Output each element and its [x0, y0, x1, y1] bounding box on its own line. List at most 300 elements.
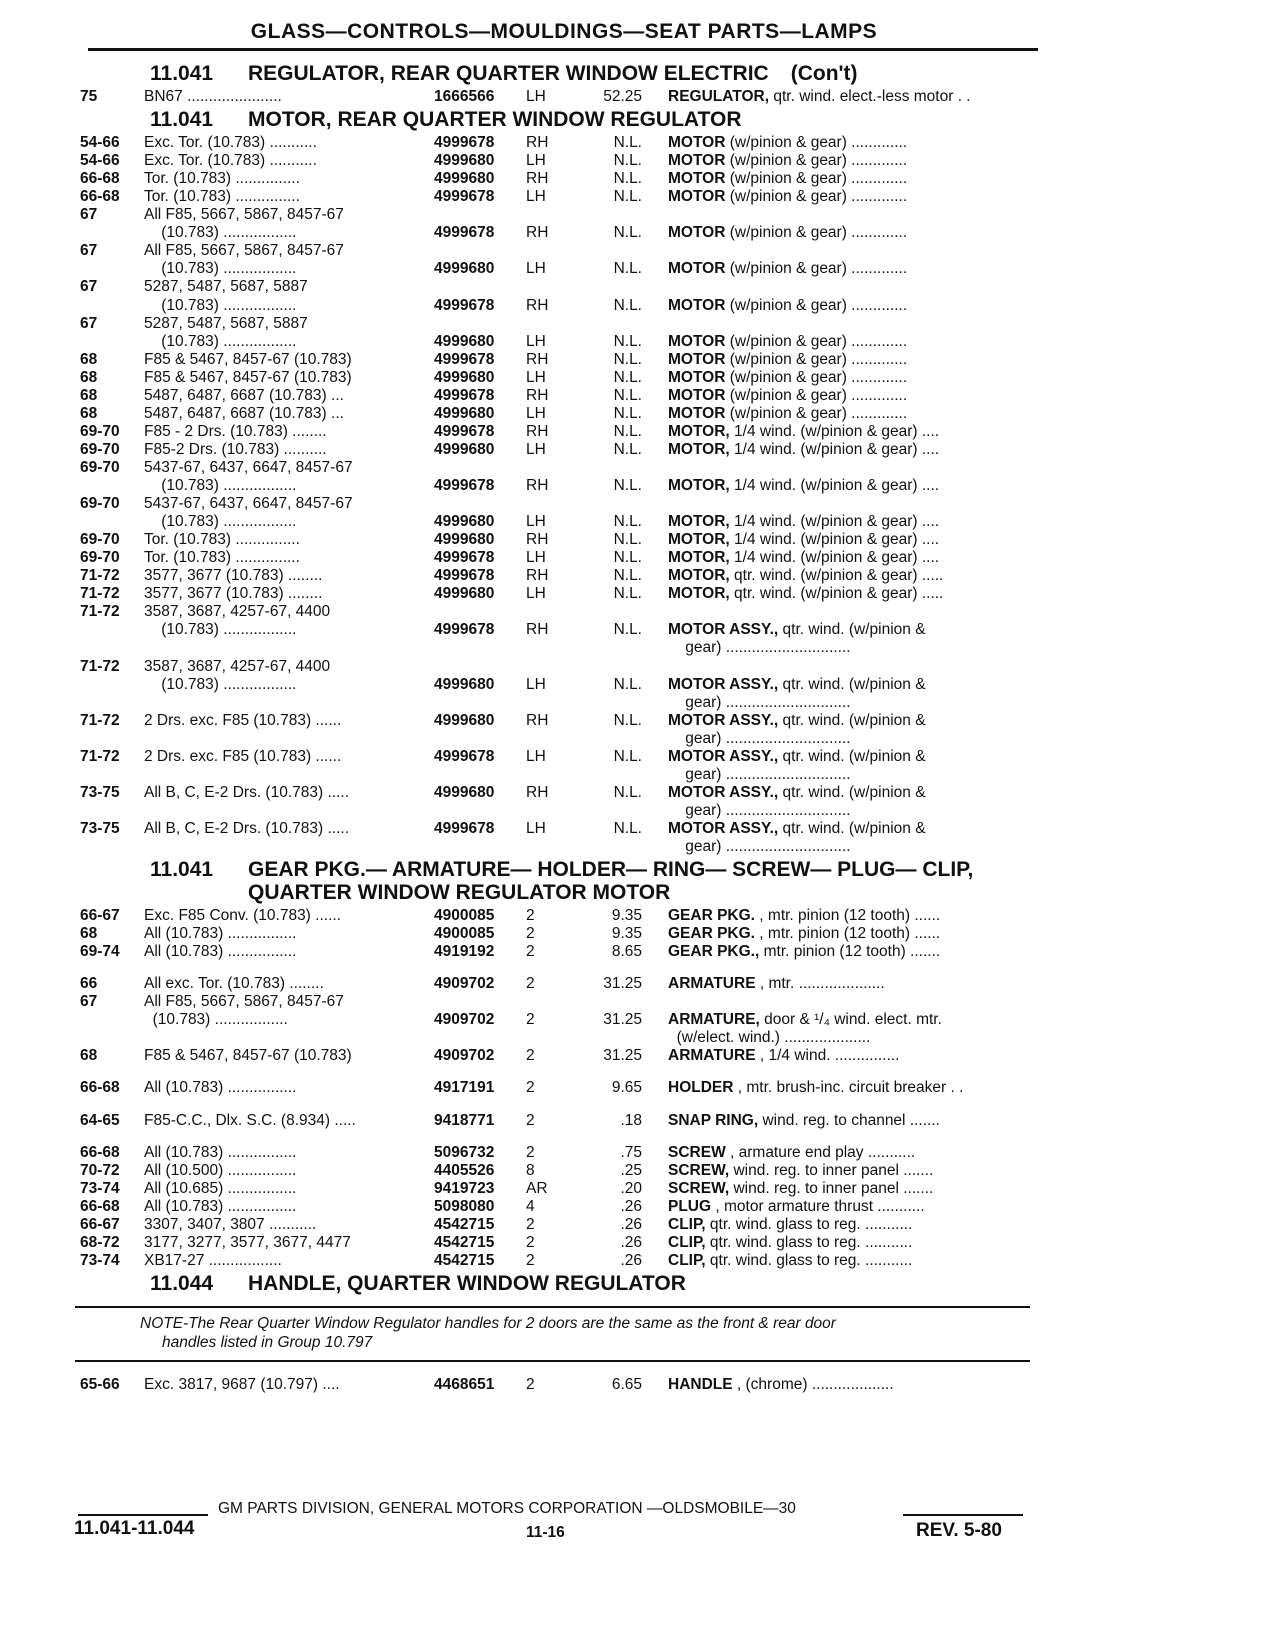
parts-row — [80, 975, 1040, 993]
application: 3577, 3677 (10.783) ........ — [144, 567, 323, 585]
application: F85 & 5467, 8457-67 (10.783) — [144, 1047, 352, 1065]
price: N.L. — [613, 404, 642, 422]
application: 5487, 6487, 6687 (10.783) ... — [144, 404, 344, 422]
application: 3307, 3407, 3807 ........... — [144, 1215, 317, 1233]
description — [668, 441, 1118, 460]
price: 9.35 — [611, 925, 642, 943]
price: .26 — [620, 1251, 642, 1269]
price: N.L. — [613, 440, 642, 458]
parts-row — [80, 315, 1040, 333]
description-text: (w/pinion & gear) ............. — [725, 134, 908, 152]
description-name: CLIP, — [668, 1215, 706, 1233]
description-name: MOTOR — [668, 152, 726, 170]
part-number: 4468651 — [434, 1375, 495, 1393]
description-name: MOTOR — [668, 386, 726, 404]
description — [668, 730, 1118, 749]
parts-row — [80, 1234, 1040, 1252]
section-title-line2: QUARTER WINDOW REGULATOR MOTOR — [248, 881, 671, 905]
application: All (10.500) ................ — [144, 1161, 297, 1179]
section-number: 11.041 — [150, 858, 214, 882]
description-name: GEAR PKG. — [668, 907, 755, 925]
description-name: MOTOR, — [668, 477, 730, 494]
quantity: 2 — [526, 1143, 535, 1161]
application: 3587, 3687, 4257-67, 4400 — [144, 657, 331, 675]
parts-row — [80, 441, 1040, 459]
parts-row — [80, 134, 1040, 152]
description-name: MOTOR — [668, 332, 726, 350]
application: 5437-67, 6437, 6647, 8457-67 — [144, 458, 353, 476]
quantity: RH — [526, 170, 549, 188]
section-number: 11.041 — [150, 62, 214, 85]
quantity: LH — [526, 675, 546, 693]
parts-row — [80, 260, 1040, 278]
description-name: MOTOR ASSY., — [668, 819, 779, 837]
application: All (10.783) ................ — [144, 1197, 297, 1215]
parts-row — [80, 676, 1040, 694]
parts-row — [80, 351, 1040, 369]
quantity: RH — [526, 711, 549, 729]
parts-row — [80, 925, 1040, 943]
description — [668, 1047, 1118, 1066]
description — [668, 585, 1118, 604]
part-number: 4999680 — [434, 783, 495, 801]
parts-row — [80, 1376, 1040, 1394]
price: N.L. — [613, 513, 642, 531]
description-text: 1/4 wind. (w/pinion & gear) .... — [729, 477, 940, 494]
price: .25 — [620, 1161, 642, 1179]
application: All (10.783) ................ — [144, 1143, 297, 1161]
part-number: 4999680 — [434, 152, 495, 170]
quantity: 2 — [526, 943, 535, 961]
parts-row — [80, 224, 1040, 242]
part-number: 4900085 — [434, 907, 495, 925]
parts-row — [80, 387, 1040, 405]
model-years: 66-68 — [80, 1079, 120, 1097]
footer-publisher: GM PARTS DIVISION, GENERAL MOTORS CORPORATION —OLDSMOBILE—30 — [218, 1500, 796, 1517]
parts-row — [80, 730, 1040, 748]
description — [668, 907, 1118, 926]
description — [668, 88, 1118, 107]
parts-row — [80, 1216, 1040, 1234]
price: N.L. — [613, 747, 642, 765]
description-text: , 1/4 wind. ............... — [755, 1047, 900, 1065]
parts-row — [80, 369, 1040, 387]
application: All (10.783) ................ — [144, 943, 297, 961]
description-text: , mtr. .................... — [755, 975, 885, 993]
part-number: 4909702 — [434, 1011, 495, 1029]
description-name: MOTOR ASSY., — [668, 783, 779, 801]
description-name: HANDLE — [668, 1375, 733, 1393]
description-name: MOTOR — [668, 170, 726, 188]
model-years: 73-75 — [80, 819, 120, 837]
quantity: RH — [526, 567, 549, 585]
application: F85-C.C., Dlx. S.C. (8.934) ..... — [144, 1111, 356, 1129]
description-text: (w/pinion & gear) ............. — [725, 224, 908, 242]
description-name: PLUG — [668, 1197, 712, 1215]
section-heading — [150, 858, 973, 904]
parts-row — [80, 1198, 1040, 1216]
model-years: 69-70 — [80, 422, 120, 440]
parts-row — [80, 278, 1040, 296]
description-text: qtr. wind. glass to reg. ........... — [705, 1251, 913, 1269]
description-text: gear) ............................. — [668, 838, 851, 855]
description — [668, 1162, 1118, 1181]
section-title-text: MOTOR, REAR QUARTER WINDOW REGULATOR — [248, 108, 742, 132]
description-name: MOTOR, — [668, 513, 730, 531]
quantity: 2 — [526, 1375, 535, 1393]
parts-row — [80, 1047, 1040, 1065]
price: 31.25 — [603, 1047, 642, 1065]
parts-row — [80, 993, 1040, 1011]
model-years: 68 — [80, 925, 98, 943]
part-number: 4999680 — [434, 513, 495, 531]
description — [668, 748, 1118, 767]
parts-row — [80, 567, 1040, 585]
parts-row — [80, 658, 1040, 676]
description-text: qtr. wind. (w/pinion & — [778, 783, 926, 801]
parts-row — [80, 531, 1040, 549]
part-number: 4999680 — [434, 711, 495, 729]
description — [668, 802, 1118, 821]
part-number: 4999680 — [434, 260, 495, 278]
part-number: 4999680 — [434, 332, 495, 350]
part-number: 4999678 — [434, 549, 495, 567]
quantity: RH — [526, 621, 549, 639]
application: 2 Drs. exc. F85 (10.783) ...... — [144, 747, 342, 765]
description-name: MOTOR, — [668, 549, 730, 567]
page-header: GLASS—CONTROLS—MOULDINGS—SEAT PARTS—LAMPS — [250, 20, 878, 43]
description — [668, 387, 1118, 406]
price: .26 — [620, 1233, 642, 1251]
model-years: 69-70 — [80, 531, 120, 549]
model-years: 70-72 — [80, 1161, 120, 1179]
description-text: wind. reg. to channel ....... — [758, 1111, 940, 1129]
description — [668, 224, 1118, 243]
part-number: 4900085 — [434, 925, 495, 943]
description-text: qtr. wind. (w/pinion & — [778, 711, 926, 729]
quantity: LH — [526, 549, 546, 567]
section-number: 11.041 — [150, 108, 214, 132]
model-years: 64-65 — [80, 1111, 120, 1129]
parts-row — [80, 206, 1040, 224]
parts-row — [80, 1029, 1040, 1047]
model-years: 73-74 — [80, 1251, 120, 1269]
parts-row — [80, 495, 1040, 513]
part-number: 4999678 — [434, 188, 495, 206]
part-number: 9419723 — [434, 1179, 495, 1197]
application: (10.783) ................. — [144, 621, 297, 639]
quantity: LH — [526, 88, 546, 105]
part-number: 1666566 — [434, 88, 495, 105]
description — [668, 1180, 1118, 1199]
description-text: , motor armature thrust ........... — [711, 1197, 925, 1215]
price: N.L. — [613, 188, 642, 206]
note-bottom-rule — [75, 1360, 1030, 1362]
quantity: 2 — [526, 925, 535, 943]
model-years: 68 — [80, 368, 98, 386]
section-title-text: GEAR PKG.— ARMATURE— HOLDER— RING— SCREW— PLUG— CLIP, — [248, 858, 974, 882]
part-number: 4999680 — [434, 368, 495, 386]
price: N.L. — [613, 386, 642, 404]
application: Tor. (10.783) ............... — [144, 549, 300, 567]
part-number: 4999678 — [434, 567, 495, 585]
part-number: 9418771 — [434, 1111, 495, 1129]
model-years: 73-74 — [80, 1179, 120, 1197]
description-name: ARMATURE, — [668, 1011, 760, 1029]
quantity: 2 — [526, 1233, 535, 1251]
description-name: MOTOR ASSY., — [668, 711, 779, 729]
description — [668, 531, 1118, 550]
price: N.L. — [613, 224, 642, 242]
price: 31.25 — [603, 1011, 642, 1029]
description-text: , mtr. pinion (12 tooth) ...... — [754, 907, 941, 925]
section-title-text: HANDLE, QUARTER WINDOW REGULATOR — [248, 1271, 686, 1295]
quantity: RH — [526, 386, 549, 404]
model-years: 71-72 — [80, 657, 120, 675]
description-text: qtr. wind. (w/pinion & gear) ..... — [729, 567, 944, 585]
quantity: 2 — [526, 907, 535, 925]
part-number: 4909702 — [434, 1047, 495, 1065]
quantity: RH — [526, 477, 549, 494]
application: 3177, 3277, 3577, 3677, 4477 — [144, 1233, 351, 1251]
model-years: 66-67 — [80, 1215, 120, 1233]
part-number: 4917191 — [434, 1079, 495, 1097]
price: N.L. — [613, 675, 642, 693]
description — [668, 676, 1118, 695]
part-number: 4999680 — [434, 675, 495, 693]
model-years: 68 — [80, 1047, 98, 1065]
part-number: 4999678 — [434, 296, 495, 314]
model-years: 75 — [80, 88, 98, 105]
part-number: 4999678 — [434, 819, 495, 837]
part-number: 4999678 — [434, 224, 495, 242]
description — [668, 694, 1118, 713]
price: N.L. — [613, 585, 642, 603]
description-name: MOTOR, — [668, 440, 730, 458]
model-years: 66-68 — [80, 1197, 120, 1215]
parts-row — [80, 748, 1040, 766]
description-name: MOTOR — [668, 350, 726, 368]
price: N.L. — [613, 332, 642, 350]
model-years: 67 — [80, 993, 98, 1011]
parts-row — [80, 242, 1040, 260]
model-years: 71-72 — [80, 585, 120, 603]
model-years: 69-70 — [80, 495, 120, 513]
quantity: LH — [526, 152, 546, 170]
parts-row — [80, 188, 1040, 206]
model-years: 67 — [80, 242, 98, 260]
description — [668, 152, 1118, 171]
price: .75 — [620, 1143, 642, 1161]
description-text: 1/4 wind. (w/pinion & gear) .... — [729, 549, 940, 567]
application: All F85, 5667, 5867, 8457-67 — [144, 206, 344, 224]
description-text: 1/4 wind. (w/pinion & gear) .... — [729, 513, 940, 531]
part-number: 4999680 — [434, 585, 495, 603]
model-years: 73-75 — [80, 783, 120, 801]
parts-row — [80, 170, 1040, 188]
model-years: 71-72 — [80, 603, 120, 621]
model-years: 71-72 — [80, 711, 120, 729]
model-years: 67 — [80, 314, 98, 332]
model-years: 68 — [80, 350, 98, 368]
description — [668, 1079, 1118, 1098]
part-number: 4999680 — [434, 440, 495, 458]
description-text: (w/pinion & gear) ............. — [725, 296, 908, 314]
application: Tor. (10.783) ............... — [144, 188, 300, 206]
description — [668, 477, 1118, 496]
part-number: 4909702 — [434, 975, 495, 993]
quantity: LH — [526, 513, 546, 531]
price: .26 — [620, 1215, 642, 1233]
quantity: AR — [526, 1179, 548, 1197]
description-name: CLIP, — [668, 1251, 706, 1269]
price: N.L. — [613, 567, 642, 585]
parts-row — [80, 694, 1040, 712]
application: 2 Drs. exc. F85 (10.783) ...... — [144, 711, 342, 729]
description-text: qtr. wind. glass to reg. ........... — [705, 1215, 913, 1233]
description-name: MOTOR — [668, 260, 726, 278]
description-text: (w/pinion & gear) ............. — [725, 386, 908, 404]
quantity: 2 — [526, 975, 535, 993]
parts-row — [80, 585, 1040, 603]
parts-row — [80, 477, 1040, 495]
part-number: 4405526 — [434, 1161, 495, 1179]
description — [668, 1112, 1118, 1131]
price: 6.65 — [611, 1375, 642, 1393]
application: (10.783) ................. — [144, 675, 297, 693]
application: F85 - 2 Drs. (10.783) ........ — [144, 422, 327, 440]
section-heading — [150, 108, 741, 131]
parts-row — [80, 820, 1040, 838]
application: All F85, 5667, 5867, 8457-67 — [144, 242, 344, 260]
application: 3577, 3677 (10.783) ........ — [144, 585, 323, 603]
description-text: gear) ............................. — [668, 693, 851, 711]
description — [668, 369, 1118, 388]
description — [668, 925, 1118, 944]
model-years: 68 — [80, 386, 98, 404]
application: 5287, 5487, 5687, 5887 — [144, 278, 308, 296]
price: 31.25 — [603, 975, 642, 993]
application: (10.783) ................. — [144, 1011, 288, 1029]
description — [668, 260, 1118, 279]
description-text: , mtr. pinion (12 tooth) ...... — [754, 925, 941, 943]
price: 9.35 — [611, 907, 642, 925]
description-text: qtr. wind. (w/pinion & gear) ..... — [729, 585, 944, 603]
price: N.L. — [613, 152, 642, 170]
description — [668, 188, 1118, 207]
description-name: MOTOR — [668, 224, 726, 242]
parts-row — [80, 333, 1040, 351]
application: All B, C, E-2 Drs. (10.783) ..... — [144, 783, 350, 801]
quantity: LH — [526, 368, 546, 386]
model-years: 67 — [80, 278, 98, 296]
quantity: LH — [526, 332, 546, 350]
quantity: 2 — [526, 1251, 535, 1269]
application: 3587, 3687, 4257-67, 4400 — [144, 603, 331, 621]
part-number: 4999678 — [434, 386, 495, 404]
description-name: SNAP RING, — [668, 1111, 759, 1129]
application: F85 & 5467, 8457-67 (10.783) — [144, 350, 352, 368]
part-number: 4999680 — [434, 404, 495, 422]
description-name: CLIP, — [668, 1233, 706, 1251]
footer-revision: REV. 5-80 — [916, 1520, 1002, 1541]
part-number: 4999678 — [434, 350, 495, 368]
description-name: ARMATURE — [668, 975, 756, 993]
description-name: HOLDER — [668, 1079, 734, 1097]
description-name: MOTOR, — [668, 531, 730, 549]
part-number: 4999678 — [434, 477, 495, 494]
description — [668, 838, 1118, 857]
description — [668, 712, 1118, 731]
price: .18 — [620, 1111, 642, 1129]
quantity: 2 — [526, 1111, 535, 1129]
parts-row — [80, 1112, 1040, 1130]
description-text: qtr. wind. elect.-less motor . . — [769, 88, 971, 105]
section-heading — [150, 1272, 686, 1295]
part-number: 4999680 — [434, 170, 495, 188]
application: Exc. F85 Conv. (10.783) ...... — [144, 907, 341, 925]
description — [668, 423, 1118, 442]
price: N.L. — [613, 170, 642, 188]
application: Exc. 3817, 9687 (10.797) .... — [144, 1375, 340, 1393]
description — [668, 333, 1118, 352]
parts-row — [80, 943, 1040, 961]
description-text: 1/4 wind. (w/pinion & gear) .... — [729, 531, 940, 549]
parts-row — [80, 405, 1040, 423]
price: N.L. — [613, 621, 642, 639]
description-text: gear) ............................. — [668, 765, 851, 783]
price: N.L. — [613, 368, 642, 386]
description — [668, 1216, 1118, 1235]
parts-row — [80, 297, 1040, 315]
description — [668, 1252, 1118, 1271]
quantity: LH — [526, 260, 546, 278]
description-text: gear) ............................. — [668, 639, 851, 657]
quantity: 2 — [526, 1047, 535, 1065]
application: All F85, 5667, 5867, 8457-67 — [144, 993, 344, 1011]
application: BN67 ...................... — [144, 88, 282, 105]
description — [668, 1029, 1118, 1048]
application: 5437-67, 6437, 6647, 8457-67 — [144, 495, 353, 513]
footer-page-number: 11-16 — [526, 1524, 565, 1541]
parts-row — [80, 1162, 1040, 1180]
price: N.L. — [613, 296, 642, 314]
parts-row — [80, 907, 1040, 925]
description — [668, 1376, 1118, 1395]
parts-row — [80, 88, 1040, 106]
description-name: MOTOR — [668, 188, 726, 206]
quantity: RH — [526, 134, 549, 152]
part-number: 4999678 — [434, 134, 495, 152]
quantity: 8 — [526, 1161, 535, 1179]
application: F85-2 Drs. (10.783) .......... — [144, 440, 327, 458]
page-footer — [74, 1500, 1038, 1560]
description-name: SCREW, — [668, 1179, 730, 1197]
description-text: 1/4 wind. (w/pinion & gear) .... — [729, 422, 940, 440]
quantity: LH — [526, 440, 546, 458]
part-number: 4999678 — [434, 747, 495, 765]
model-years: 71-72 — [80, 747, 120, 765]
parts-row — [80, 766, 1040, 784]
application: XB17-27 ................. — [144, 1251, 282, 1269]
description-name: MOTOR ASSY., — [668, 621, 779, 639]
parts-row — [80, 152, 1040, 170]
application: (10.783) ................. — [144, 260, 297, 278]
model-years: 54-66 — [80, 134, 120, 152]
part-number: 4542715 — [434, 1215, 495, 1233]
description-name: MOTOR, — [668, 422, 730, 440]
application: (10.783) ................. — [144, 477, 297, 494]
